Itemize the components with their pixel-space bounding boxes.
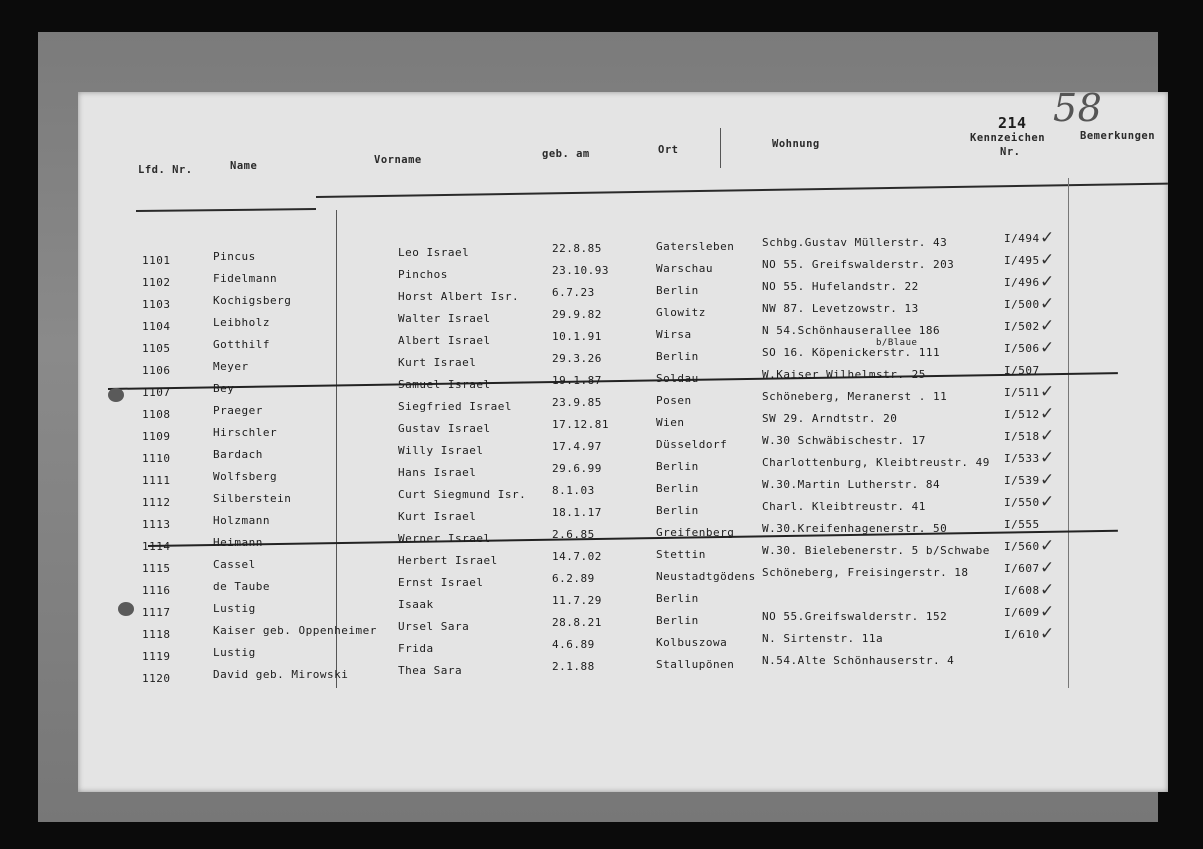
punch-hole — [118, 602, 134, 616]
row-geb-am: 6.2.89 — [552, 572, 595, 585]
row-name: Meyer — [213, 360, 249, 373]
row-number: 1105 — [142, 342, 171, 355]
row-check: ✓ — [1040, 624, 1055, 644]
row-vorname: Leo Israel — [398, 246, 470, 259]
handwritten-note: b/Blaue — [876, 338, 918, 348]
row-check: ✓ — [1040, 448, 1055, 468]
row-check: ✓ — [1040, 272, 1055, 292]
row-ort: Wien — [656, 416, 685, 429]
row-kennzeichen: I/560 — [1004, 540, 1040, 553]
column-divider — [720, 128, 721, 168]
row-geb-am: 18.1.17 — [552, 506, 602, 519]
row-name: Heimann — [213, 536, 263, 549]
row-vorname: Herbert Israel — [398, 554, 498, 567]
header-bemerkungen: Bemerkungen — [1080, 130, 1156, 142]
row-geb-am: 14.7.02 — [552, 550, 602, 563]
header-kennzeichen-nr: Nr. — [1000, 146, 1021, 158]
row-wohnung: W.Kaiser Wilhelmstr. 25 — [762, 368, 926, 381]
row-kennzeichen: I/507 — [1004, 364, 1040, 377]
row-number: 1108 — [142, 408, 171, 421]
row-kennzeichen: I/494 — [1004, 232, 1040, 245]
header-lfd-nr: Lfd. Nr. — [138, 164, 193, 176]
header-vorname: Vorname — [374, 154, 422, 166]
row-geb-am: 23.10.93 — [552, 264, 609, 277]
row-wohnung: W.30.Martin Lutherstr. 84 — [762, 478, 941, 491]
row-ort: Stallupönen — [656, 658, 735, 671]
row-kennzeichen: I/608 — [1004, 584, 1040, 597]
row-ort: Posen — [656, 394, 692, 407]
row-check: ✓ — [1040, 404, 1055, 424]
strike-line-1107 — [108, 372, 1118, 390]
row-number: 1116 — [142, 584, 171, 597]
row-wohnung: N 54.Schönhauserallee 186 — [762, 324, 941, 337]
row-name: Lustig — [213, 646, 256, 659]
row-kennzeichen: I/539 — [1004, 474, 1040, 487]
row-number: 1111 — [142, 474, 171, 487]
row-vorname: Horst Albert Isr. — [398, 290, 520, 303]
row-ort: Warschau — [656, 262, 713, 275]
row-ort: Berlin — [656, 460, 699, 473]
row-kennzeichen: I/502 — [1004, 320, 1040, 333]
row-ort: Neustadtgödens — [656, 570, 756, 583]
row-check: ✓ — [1040, 228, 1055, 248]
row-name: Bardach — [213, 448, 263, 461]
row-ort: Stettin — [656, 548, 706, 561]
row-wohnung: SW 29. Arndtstr. 20 — [762, 412, 898, 425]
stamp-number: 58 — [1053, 86, 1103, 130]
row-geb-am: 17.12.81 — [552, 418, 609, 431]
row-name: Lustig — [213, 602, 256, 615]
row-name: Wolfsberg — [213, 470, 278, 483]
row-geb-am: 29.6.99 — [552, 462, 602, 475]
row-number: 1104 — [142, 320, 171, 333]
row-kennzeichen: I/550 — [1004, 496, 1040, 509]
row-ort: Wirsa — [656, 328, 692, 341]
row-ort: Soldau — [656, 372, 699, 385]
row-ort: Berlin — [656, 614, 699, 627]
row-name: Silberstein — [213, 492, 292, 505]
row-geb-am: 23.9.85 — [552, 396, 602, 409]
row-number: 1112 — [142, 496, 171, 509]
row-vorname: Frida — [398, 642, 434, 655]
row-geb-am: 17.4.97 — [552, 440, 602, 453]
row-kennzeichen: I/607 — [1004, 562, 1040, 575]
row-wohnung: SO 16. Köpenickerstr. 111 — [762, 346, 941, 359]
row-ort: Greifenberg — [656, 526, 735, 539]
header-name: Name — [230, 160, 258, 172]
row-vorname: Curt Siegmund Isr. — [398, 488, 527, 501]
row-wohnung: N.54.Alte Schönhauserstr. 4 — [762, 654, 955, 667]
row-geb-am: 4.6.89 — [552, 638, 595, 651]
column-divider — [1068, 178, 1069, 688]
row-ort: Gatersleben — [656, 240, 735, 253]
header-rule — [316, 183, 1168, 198]
row-check: ✓ — [1040, 338, 1055, 358]
row-number: 1118 — [142, 628, 171, 641]
row-ort: Berlin — [656, 482, 699, 495]
row-check: ✓ — [1040, 250, 1055, 270]
row-number: 1117 — [142, 606, 171, 619]
row-ort: Berlin — [656, 504, 699, 517]
row-geb-am: 8.1.03 — [552, 484, 595, 497]
row-vorname: Pinchos — [398, 268, 448, 281]
row-number: 1119 — [142, 650, 171, 663]
punch-hole — [108, 388, 124, 402]
row-check: ✓ — [1040, 492, 1055, 512]
row-name: de Taube — [213, 580, 270, 593]
row-name: David geb. Mirowski — [213, 668, 349, 681]
row-number: 1120 — [142, 672, 171, 685]
row-wohnung: Charlottenburg, Kleibtreustr. 49 — [762, 456, 990, 469]
row-ort: Kolbuszowa — [656, 636, 728, 649]
row-kennzeichen: I/506 — [1004, 342, 1040, 355]
register-sheet — [78, 86, 1168, 792]
row-name: Fidelmann — [213, 272, 278, 285]
row-kennzeichen: I/496 — [1004, 276, 1040, 289]
row-name: Cassel — [213, 558, 256, 571]
row-name: Hirschler — [213, 426, 278, 439]
row-vorname: Ursel Sara — [398, 620, 470, 633]
row-geb-am: 2.6.85 — [552, 528, 595, 541]
row-name: Gotthilf — [213, 338, 270, 351]
page-number: 214 — [998, 114, 1027, 132]
row-number: 1103 — [142, 298, 171, 311]
row-vorname: Hans Israel — [398, 466, 477, 479]
row-check: ✓ — [1040, 558, 1055, 578]
row-wohnung: W.30.Kreifenhagenerstr. 50 — [762, 522, 948, 535]
row-ort: Berlin — [656, 350, 699, 363]
row-kennzeichen: I/511 — [1004, 386, 1040, 399]
row-name: Pincus — [213, 250, 256, 263]
header-ort: Ort — [658, 144, 679, 156]
row-geb-am: 2.1.88 — [552, 660, 595, 673]
row-geb-am: 10.1.91 — [552, 330, 602, 343]
row-wohnung: NW 87. Levetzowstr. 13 — [762, 302, 919, 315]
row-check: ✓ — [1040, 316, 1055, 336]
row-name: Leibholz — [213, 316, 270, 329]
row-ort: Berlin — [656, 284, 699, 297]
row-vorname: Albert Israel — [398, 334, 491, 347]
row-wohnung: W.30 Schwäbischestr. 17 — [762, 434, 926, 447]
row-geb-am: 19.1.87 — [552, 374, 602, 387]
row-check: ✓ — [1040, 536, 1055, 556]
row-name: Bey — [213, 382, 235, 395]
row-vorname: Gustav Israel — [398, 422, 491, 435]
row-number: 1107 — [142, 386, 171, 399]
row-kennzeichen: I/555 — [1004, 518, 1040, 531]
row-geb-am: 29.3.26 — [552, 352, 602, 365]
row-kennzeichen: I/512 — [1004, 408, 1040, 421]
row-geb-am: 6.7.23 — [552, 286, 595, 299]
column-divider — [336, 210, 337, 688]
row-check: ✓ — [1040, 426, 1055, 446]
row-vorname: Kurt Israel — [398, 510, 477, 523]
row-geb-am: 29.9.82 — [552, 308, 602, 321]
row-ort: Glowitz — [656, 306, 706, 319]
row-name: Kochigsberg — [213, 294, 292, 307]
header-geb-am: geb. am — [542, 148, 590, 160]
row-kennzeichen: I/500 — [1004, 298, 1040, 311]
row-kennzeichen: I/610 — [1004, 628, 1040, 641]
row-vorname: Ernst Israel — [398, 576, 484, 589]
row-kennzeichen: I/518 — [1004, 430, 1040, 443]
row-number: 1110 — [142, 452, 171, 465]
row-ort: Düsseldorf — [656, 438, 728, 451]
row-number: 1114 — [142, 540, 171, 553]
header-wohnung: Wohnung — [772, 138, 820, 150]
row-wohnung: Schöneberg, Meranerst . 11 — [762, 390, 948, 403]
row-vorname: Isaak — [398, 598, 434, 611]
row-vorname: Kurt Israel — [398, 356, 477, 369]
row-kennzeichen: I/609 — [1004, 606, 1040, 619]
row-wohnung: Charl. Kleibtreustr. 41 — [762, 500, 926, 513]
row-check: ✓ — [1040, 294, 1055, 314]
row-check: ✓ — [1040, 382, 1055, 402]
row-number: 1109 — [142, 430, 171, 443]
row-geb-am: 22.8.85 — [552, 242, 602, 255]
row-kennzeichen: I/533 — [1004, 452, 1040, 465]
row-vorname: Samuel Israel — [398, 378, 491, 391]
row-wohnung: Schöneberg, Freisingerstr. 18 — [762, 566, 969, 579]
row-number: 1101 — [142, 254, 171, 267]
row-check: ✓ — [1040, 580, 1055, 600]
row-check: ✓ — [1040, 602, 1055, 622]
header-kennzeichen: Kennzeichen — [970, 132, 1046, 144]
row-kennzeichen: I/495 — [1004, 254, 1040, 267]
row-geb-am: 28.8.21 — [552, 616, 602, 629]
row-number: 1102 — [142, 276, 171, 289]
row-number: 1115 — [142, 562, 171, 575]
row-name: Praeger — [213, 404, 263, 417]
row-name: Holzmann — [213, 514, 270, 527]
row-vorname: Siegfried Israel — [398, 400, 512, 413]
row-wohnung: NO 55. Hufelandstr. 22 — [762, 280, 919, 293]
row-number: 1106 — [142, 364, 171, 377]
row-wohnung: Schbg.Gustav Müllerstr. 43 — [762, 236, 948, 249]
row-wohnung: NO 55. Greifswalderstr. 203 — [762, 258, 955, 271]
row-wohnung: W.30. Bielebenerstr. 5 b/Schwabe — [762, 544, 990, 557]
row-geb-am: 11.7.29 — [552, 594, 602, 607]
row-vorname: Walter Israel — [398, 312, 491, 325]
row-wohnung: N. Sirtenstr. 11a — [762, 632, 884, 645]
header-rule — [136, 208, 316, 212]
row-vorname: Willy Israel — [398, 444, 484, 457]
row-wohnung: NO 55.Greifswalderstr. 152 — [762, 610, 948, 623]
row-number: 1113 — [142, 518, 171, 531]
row-vorname: Thea Sara — [398, 664, 463, 677]
row-vorname: Werner Israel — [398, 532, 491, 545]
row-name: Kaiser geb. Oppenheimer — [213, 624, 377, 637]
row-ort: Berlin — [656, 592, 699, 605]
row-check: ✓ — [1040, 470, 1055, 490]
